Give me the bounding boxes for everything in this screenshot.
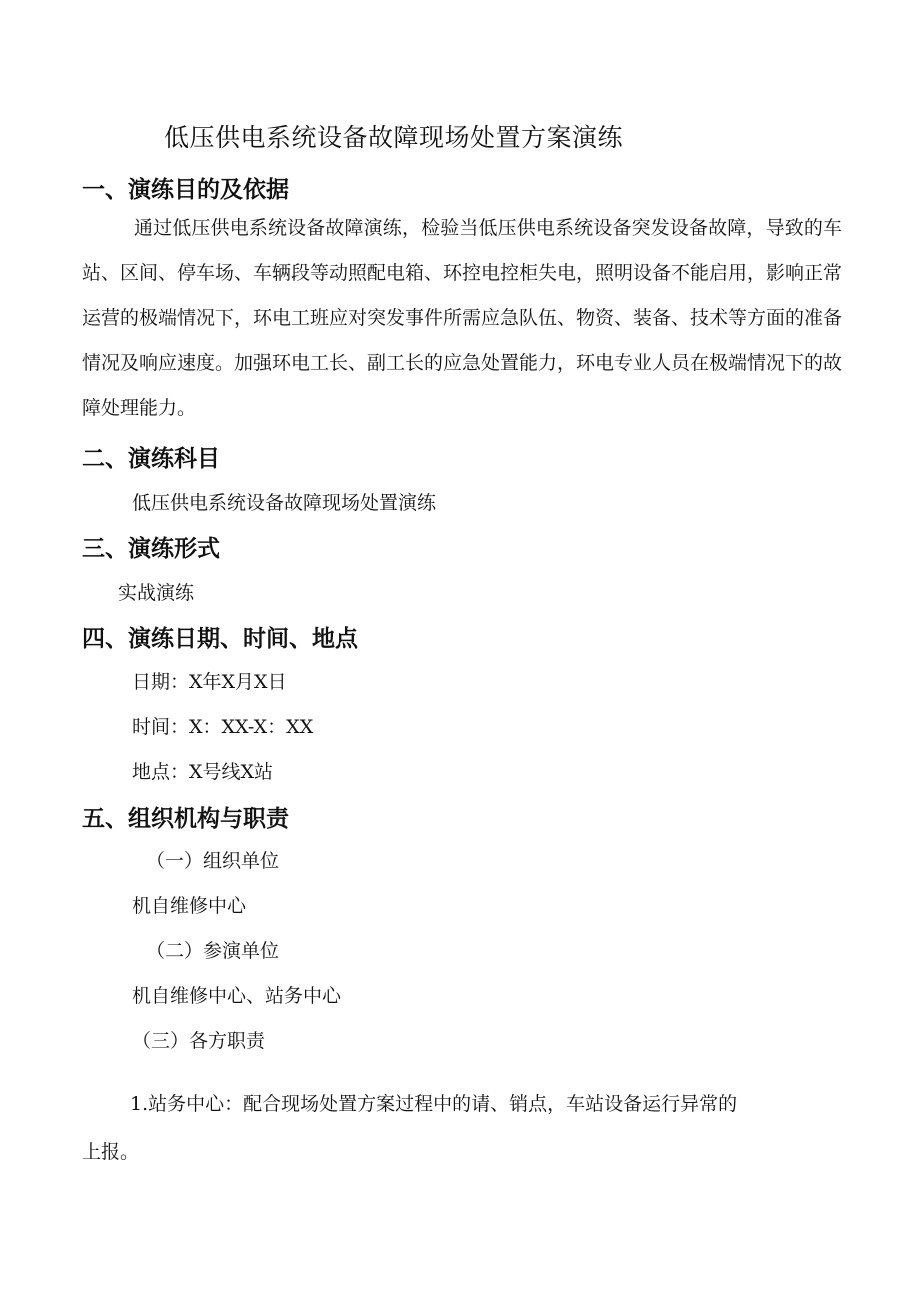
- subheading-responsibilities: （三）各方职责: [132, 1030, 266, 1052]
- subheading-participants: （二）参演单位: [146, 940, 280, 962]
- organizer-text: 机自维修中心: [132, 895, 247, 917]
- document-title: 低压供电系统设备故障现场处置方案演练: [164, 123, 624, 152]
- section-heading-schedule: 四、演练日期、时间、地点: [82, 626, 358, 652]
- section-text-form: 实战演练: [118, 582, 195, 604]
- schedule-place: 地点：X号线X站: [132, 761, 274, 783]
- section-heading-organization: 五、组织机构与职责: [82, 806, 289, 832]
- section-heading-subject: 二、演练科目: [82, 446, 220, 472]
- schedule-date: 日期：X年X月X日: [132, 671, 287, 693]
- schedule-time: 时间：X：XX-X：XX: [132, 716, 314, 738]
- section-text-subject: 低压供电系统设备故障现场处置演练: [132, 492, 437, 514]
- section-heading-purpose: 一、演练目的及依据: [82, 177, 289, 203]
- subheading-organizer: （一）组织单位: [146, 850, 280, 872]
- participants-text: 机自维修中心、站务中心: [132, 985, 342, 1007]
- section-paragraph-purpose: 通过低压供电系统设备故障演练，检验当低压供电系统设备突发设备故障，导致的车站、区间、停车场、车辆段等动照配电箱、环控电控柜失电，照明设备不能启用，影响正常运营的极端情况下，环电工班应对突发事件所需应急队伍、物资、装备、技术等方面的准备情况及响应速度。加强环电工长、副工长的应急处置能力，环电专业人员在极端情况下的故障处理能力。: [82, 217, 843, 419]
- responsibility-item-station: 1.站务中心：配合现场处置方案过程中的请、销点，车站设备运行异常的上报。: [82, 1093, 738, 1163]
- section-heading-form: 三、演练形式: [82, 536, 220, 562]
